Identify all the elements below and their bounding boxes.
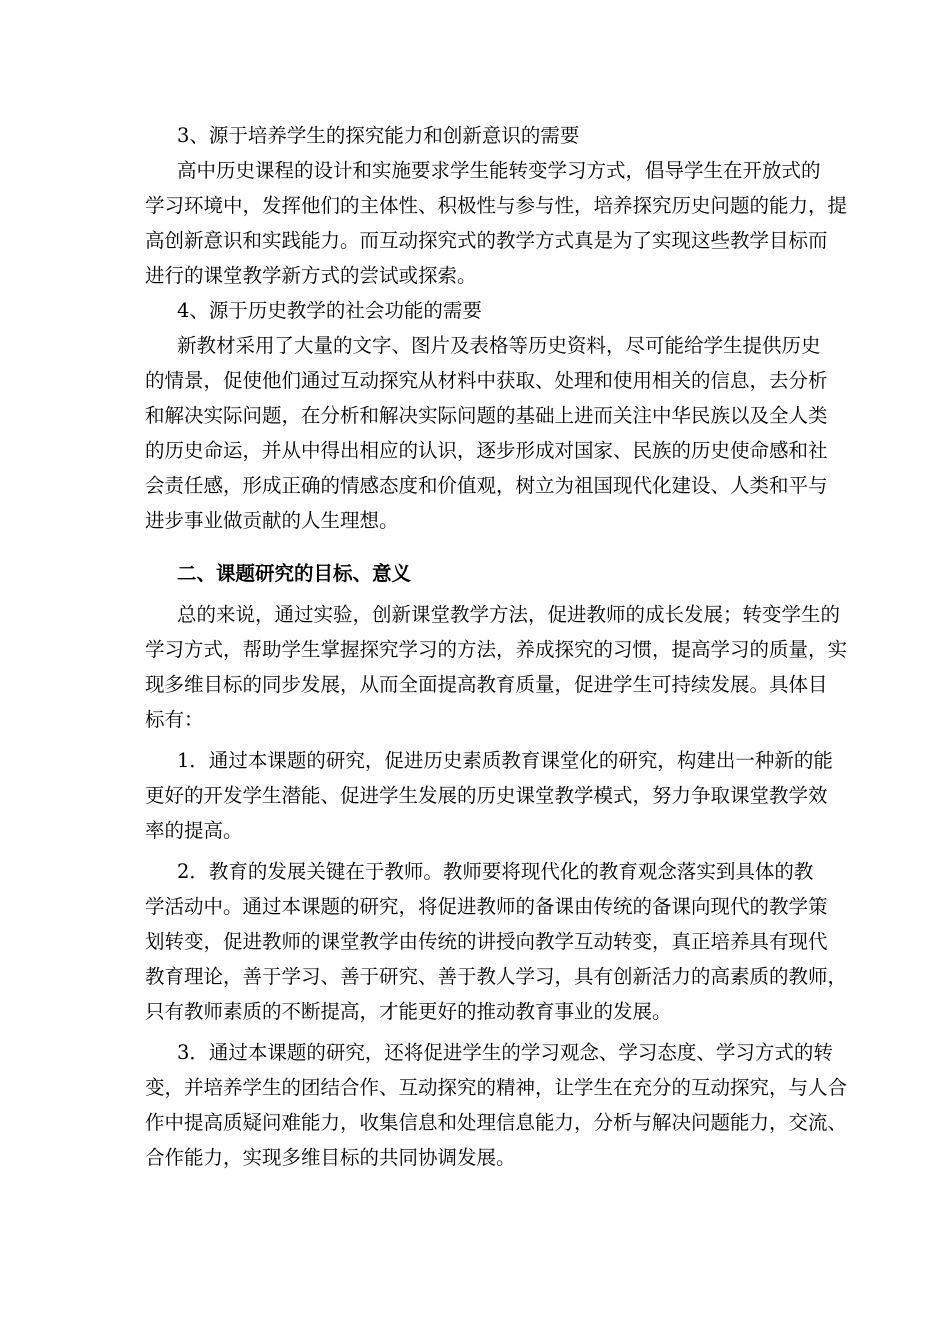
paragraph-line: 3．通过本课题的研究，还将促进学生的学习观念、学习态度、学习方式的转 (177, 1041, 833, 1064)
paragraph-line: 学习环境中，发挥他们的主体性、积极性与参与性，培养探究历史问题的能力，提 (145, 194, 848, 217)
paragraph-overview (145, 597, 848, 737)
paragraph-objective-3 (145, 1035, 848, 1175)
paragraph-line: 现多维目标的同步发展，从而全面提高教育质量，促进学生可持续发展。具体目 (145, 673, 828, 696)
paragraph-line: 只有教师素质的不断提高，才能更好的推动教育事业的发展。 (145, 1000, 672, 1023)
paragraph-objective-1 (145, 743, 833, 848)
paragraph-line: 教育理论，善于学习、善于研究、善于教人学习，具有创新活力的高素质的教师， (145, 965, 848, 988)
paragraph-line: 标有： (145, 708, 204, 731)
paragraph-learning-approach (145, 153, 848, 293)
subheading-4: 4、源于历史教学的社会功能的需要 (177, 299, 482, 322)
paragraph-line: 和解决实际问题，在分析和解决实际问题的基础上进而关注中华民族以及全人类 (145, 404, 828, 427)
paragraph-line: 作中提高质疑问难能力，收集信息和处理信息能力，分析与解决问题能力，交流、 (145, 1111, 848, 1134)
paragraph-line: 进步事业做贡献的人生理想。 (145, 509, 399, 532)
paragraph-line: 率的提高。 (145, 819, 243, 842)
paragraph-line: 学习方式，帮助学生掌握探究学习的方法，养成探究的习惯，提高学习的质量，实 (145, 638, 848, 661)
paragraph-line: 总的来说，通过实验，创新课堂教学方法，促进教师的成长发展；转变学生的 (177, 603, 841, 626)
paragraph-line: 学活动中。通过本课题的研究，将促进教师的备课由传统的备课向现代的教学策 (145, 895, 828, 918)
paragraph-line: 划转变，促进教师的课堂教学由传统的讲授向教学互动转变，真正培养具有现代 (145, 930, 828, 953)
paragraph-line: 高中历史课程的设计和实施要求学生能转变学习方式，倡导学生在开放式的 (177, 159, 821, 182)
section-heading-objectives: 二、课题研究的目标、意义 (177, 562, 412, 585)
paragraph-line: 变，并培养学生的团结合作、互动探究的精神，让学生在充分的互动探究，与人合 (145, 1076, 848, 1099)
paragraph-line: 更好的开发学生潜能、促进学生发展的历史课堂教学模式，努力争取课堂教学效 (145, 784, 828, 807)
paragraph-line: 会责任感，形成正确的情感态度和价值观，树立为祖国现代化建设、人类和平与 (145, 474, 828, 497)
subheading-3: 3、源于培养学生的探究能力和创新意识的需要 (177, 124, 580, 147)
paragraph-line: 2．教育的发展关键在于教师。教师要将现代化的教育观念落实到具体的教 (177, 860, 814, 883)
paragraph-line: 1．通过本课题的研究，促进历史素质教育课堂化的研究，构建出一种新的能 (177, 749, 833, 772)
paragraph-line: 新教材采用了大量的文字、图片及表格等历史资料，尽可能给学生提供历史 (177, 334, 821, 357)
paragraph-line: 的情景，促使他们通过互动探究从材料中获取、处理和使用相关的信息，去分析 (145, 369, 828, 392)
paragraph-objective-2 (145, 854, 848, 1029)
paragraph-line: 的历史命运，并从中得出相应的认识，逐步形成对国家、民族的历史使命感和社 (145, 439, 828, 462)
document-page (145, 118, 848, 1175)
paragraph-line: 高创新意识和实践能力。而互动探究式的教学方式真是为了实现这些教学目标而 (145, 229, 828, 252)
paragraph-line: 进行的课堂教学新方式的尝试或探索。 (145, 264, 477, 287)
paragraph-line: 合作能力，实现多维目标的共同协调发展。 (145, 1146, 516, 1169)
paragraph-social-function (145, 328, 828, 538)
